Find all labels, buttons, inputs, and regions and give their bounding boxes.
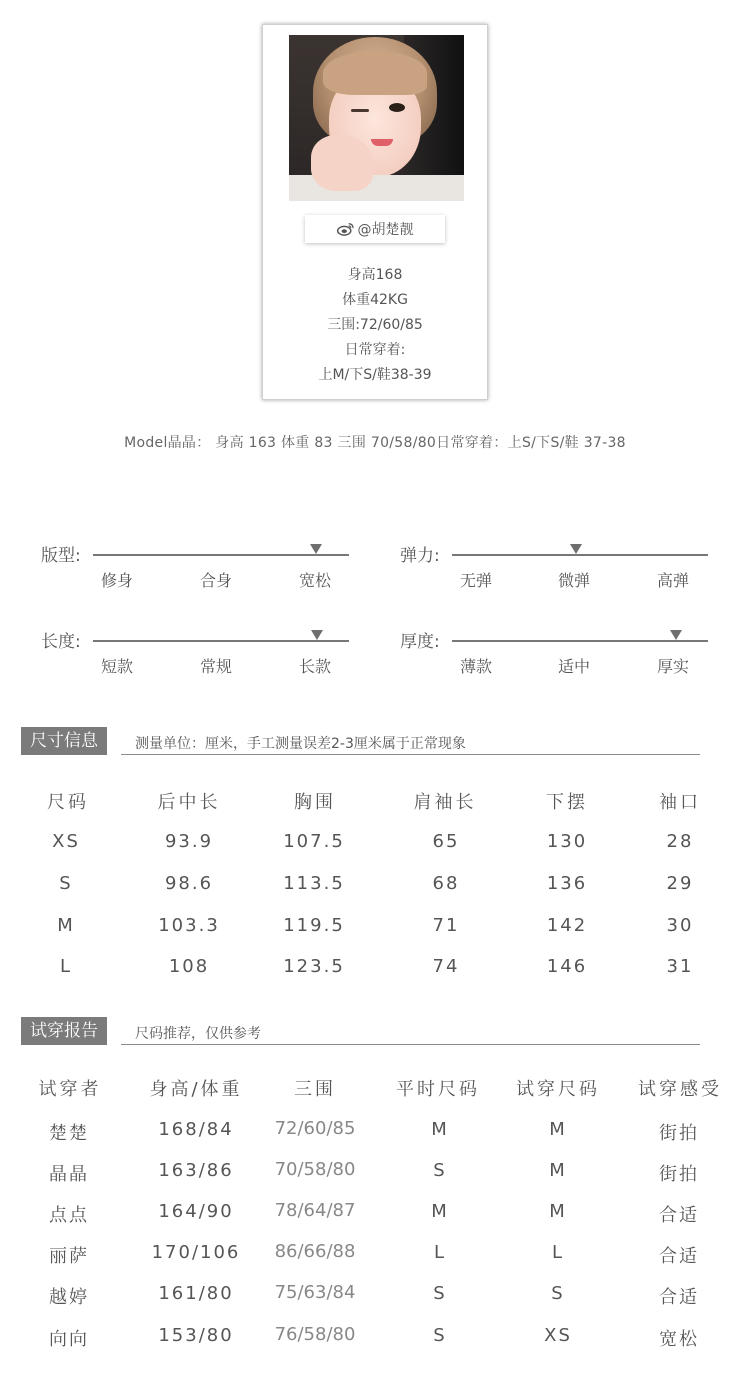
fit-option: 薄款 <box>460 657 493 676</box>
fit-label: 长度: <box>41 632 81 652</box>
slider-track <box>452 554 708 556</box>
table-header: 尺码 <box>47 792 89 813</box>
table-header: 下摆 <box>546 792 588 813</box>
fit-option: 适中 <box>558 657 591 676</box>
section-note: 尺码推荐，仅供参考 <box>135 1026 261 1042</box>
table-cell: L <box>551 1242 565 1263</box>
fit-option: 修身 <box>101 571 134 590</box>
table-cell: 合适 <box>659 1287 699 1308</box>
table-cell: 68 <box>432 873 460 894</box>
table-cell: S <box>551 1283 565 1304</box>
fit-option: 宽松 <box>299 571 332 590</box>
table-header: 胸围 <box>294 792 336 813</box>
table-cell: 107.5 <box>283 831 345 852</box>
weibo-handle: @胡楚靓 <box>357 222 414 238</box>
section-title: 尺寸信息 <box>21 727 107 755</box>
weibo-icon <box>337 222 355 236</box>
table-cell: 向向 <box>49 1329 89 1350</box>
table-cell: 153/80 <box>158 1325 234 1346</box>
table-header: 平时尺码 <box>396 1079 480 1100</box>
slider-track <box>93 640 349 642</box>
fit-option: 无弹 <box>460 571 493 590</box>
fit-option: 厚实 <box>657 657 690 676</box>
fit-option: 短款 <box>101 657 134 676</box>
table-cell: XS <box>544 1325 572 1346</box>
table-cell: 75/63/84 <box>274 1282 356 1303</box>
table-header: 试穿者 <box>38 1079 102 1100</box>
table-cell: 123.5 <box>283 956 345 977</box>
table-cell: 170/106 <box>151 1242 241 1263</box>
table-cell: 103.3 <box>158 915 220 936</box>
table-cell: 宽松 <box>659 1329 699 1350</box>
slider-marker <box>670 630 682 640</box>
model-height: 身高168 <box>347 267 403 283</box>
table-cell: XS <box>52 831 80 852</box>
table-cell: S <box>433 1283 447 1304</box>
model-photo <box>289 35 464 201</box>
table-header: 试穿尺码 <box>516 1079 600 1100</box>
table-cell: 30 <box>666 915 694 936</box>
table-cell: 146 <box>546 956 588 977</box>
table-cell: 街拍 <box>659 1164 699 1185</box>
model-card <box>262 24 488 400</box>
table-cell: 119.5 <box>283 915 345 936</box>
table-cell: 142 <box>546 915 588 936</box>
table-cell: 71 <box>432 915 460 936</box>
size-info-header <box>21 727 700 755</box>
table-cell: M <box>549 1201 567 1222</box>
model-daily-sizes: 上M/下S/鞋38-39 <box>318 367 432 383</box>
section-title: 试穿报告 <box>21 1017 107 1045</box>
table-cell: S <box>433 1325 447 1346</box>
size-table <box>0 788 750 988</box>
fit-label: 厚度: <box>400 632 440 652</box>
section-rule <box>121 754 700 755</box>
fit-option: 长款 <box>299 657 332 676</box>
table-cell: 合适 <box>659 1246 699 1267</box>
table-cell: 丽萨 <box>49 1246 89 1267</box>
table-cell: 楚楚 <box>49 1123 89 1144</box>
table-cell: M <box>549 1119 567 1140</box>
table-header: 后中长 <box>157 792 221 813</box>
table-cell: 越婷 <box>49 1287 89 1308</box>
table-cell: 70/58/80 <box>274 1159 356 1180</box>
table-cell: 29 <box>666 873 694 894</box>
table-cell: 晶晶 <box>49 1164 89 1185</box>
table-cell: 86/66/88 <box>274 1241 356 1262</box>
table-cell: 点点 <box>49 1205 89 1226</box>
slider-marker <box>570 544 582 554</box>
table-cell: S <box>59 873 73 894</box>
table-cell: 130 <box>546 831 588 852</box>
fit-option: 高弹 <box>657 571 690 590</box>
weibo-badge <box>305 215 445 243</box>
table-cell: M <box>57 915 75 936</box>
fit-version-slider <box>41 541 351 591</box>
fit-option: 合身 <box>200 571 233 590</box>
table-cell: 72/60/85 <box>274 1118 356 1139</box>
slider-track <box>452 640 708 642</box>
table-cell: 163/86 <box>158 1160 234 1181</box>
model-measurements: 三围:72/60/85 <box>327 317 423 333</box>
table-cell: 108 <box>168 956 210 977</box>
fit-label: 版型: <box>41 546 81 566</box>
table-cell: 168/84 <box>158 1119 234 1140</box>
table-header: 试穿感受 <box>638 1079 722 1100</box>
table-cell: 74 <box>432 956 460 977</box>
table-cell: 街拍 <box>659 1123 699 1144</box>
try-report-header <box>21 1017 700 1045</box>
table-cell: 76/58/80 <box>274 1324 356 1345</box>
slider-marker <box>310 544 322 554</box>
table-cell: L <box>59 956 73 977</box>
fit-option: 微弹 <box>558 571 591 590</box>
model-info-line: Model晶晶： 身高 163 体重 83 三围 70/58/80日常穿着：上S/下S/鞋 37-38 <box>124 435 626 451</box>
table-cell: S <box>433 1160 447 1181</box>
table-cell: 合适 <box>659 1205 699 1226</box>
try-report-table <box>0 1075 750 1365</box>
table-cell: 161/80 <box>158 1283 234 1304</box>
table-cell: L <box>433 1242 447 1263</box>
table-cell: 28 <box>666 831 694 852</box>
model-weight: 体重42KG <box>342 292 408 308</box>
table-cell: M <box>431 1119 449 1140</box>
table-cell: 31 <box>666 956 694 977</box>
model-daily-label: 日常穿着: <box>344 342 406 358</box>
table-header: 肩袖长 <box>413 792 477 813</box>
table-cell: 78/64/87 <box>274 1200 356 1221</box>
fit-elasticity-slider <box>400 541 710 591</box>
table-cell: 65 <box>432 831 460 852</box>
slider-track <box>93 554 349 556</box>
table-header: 三围 <box>294 1079 336 1100</box>
slider-marker <box>311 630 323 640</box>
fit-label: 弹力: <box>400 546 440 566</box>
table-header: 身高/体重 <box>149 1079 243 1100</box>
fit-thickness-slider <box>400 627 710 677</box>
table-cell: 93.9 <box>164 831 214 852</box>
section-note: 测量单位：厘米，手工测量误差2-3厘米属于正常现象 <box>135 736 466 752</box>
fit-option: 常规 <box>200 657 233 676</box>
fit-length-slider <box>41 627 351 677</box>
table-cell: 164/90 <box>158 1201 234 1222</box>
table-cell: 98.6 <box>164 873 214 894</box>
section-rule <box>121 1044 700 1045</box>
table-cell: M <box>431 1201 449 1222</box>
table-cell: M <box>549 1160 567 1181</box>
table-cell: 136 <box>546 873 588 894</box>
table-cell: 113.5 <box>283 873 345 894</box>
model-stats <box>263 263 487 388</box>
table-header: 袖口 <box>659 792 701 813</box>
